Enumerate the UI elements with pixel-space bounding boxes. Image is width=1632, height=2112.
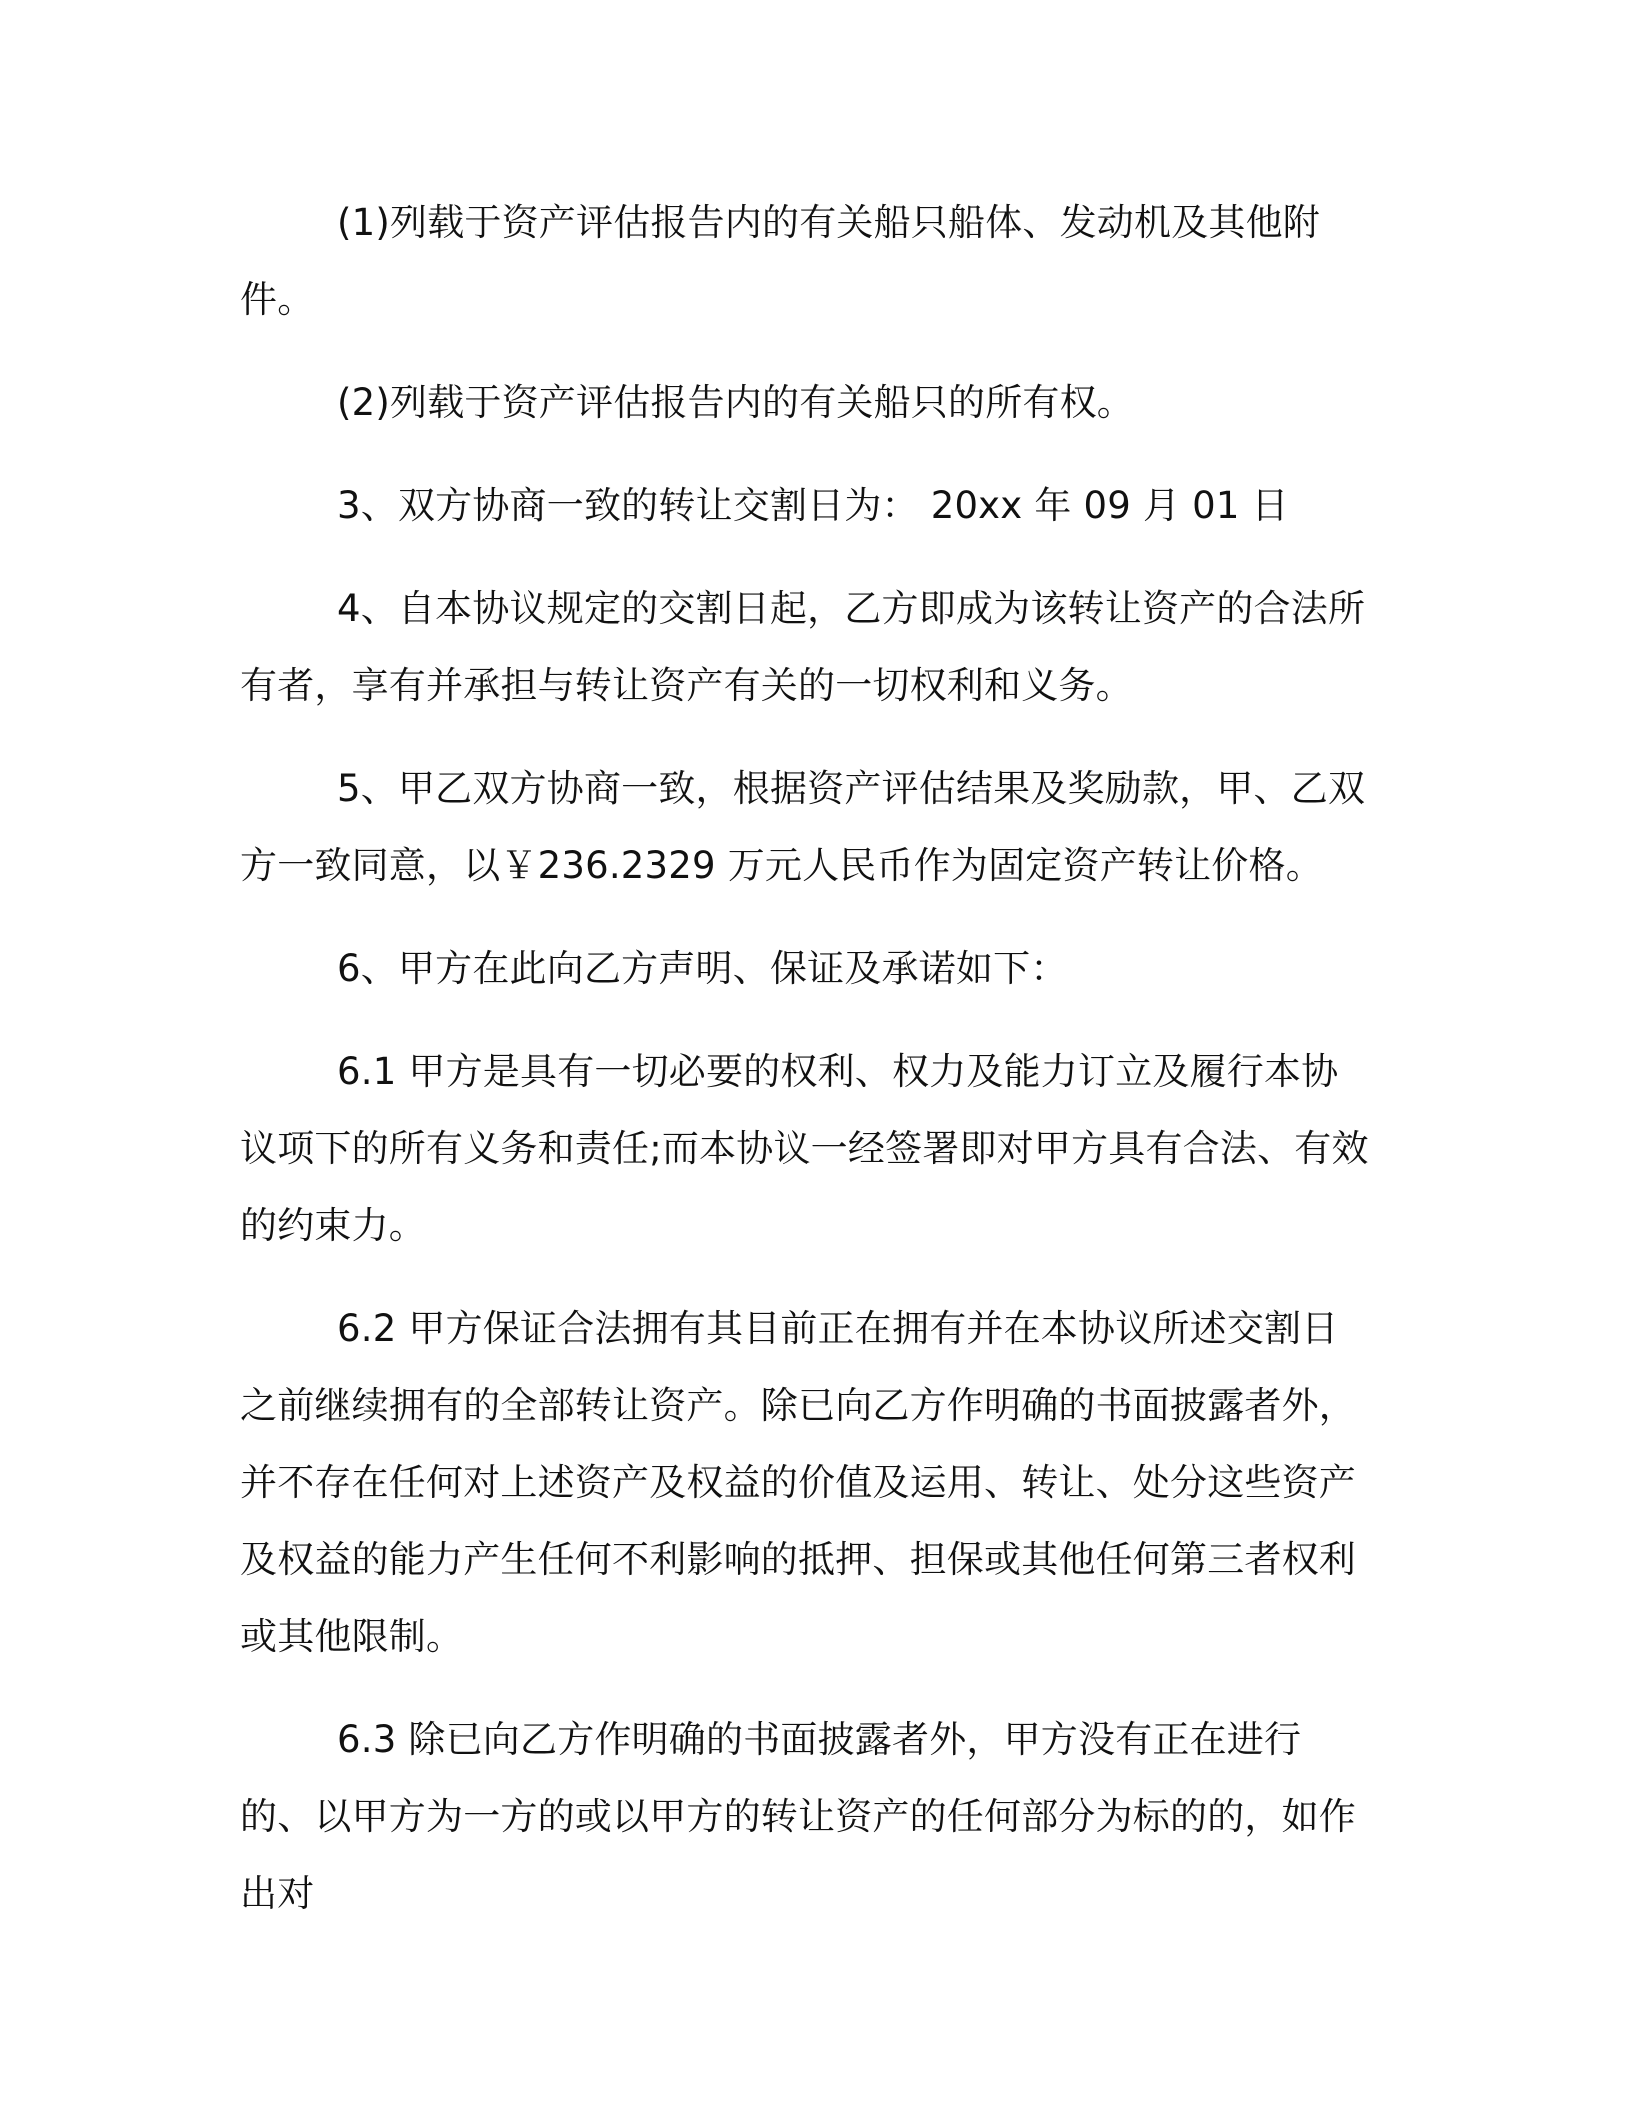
document-body: [240, 184, 1370, 1932]
paragraph-clause-6-2: 6.2 甲方保证合法拥有其目前正在拥有并在本协议所述交割日之前继续拥有的全部转让资产。除已向乙方作明确的书面披露者外，并不存在任何对上述资产及权益的价值及运用、转让、处分这些资产及权益的能力产生任何不利影响的抵押、担保或其他任何第三者权利或其他限制。: [240, 1307, 1356, 1658]
paragraph-clause-4: 4、自本协议规定的交割日起，乙方即成为该转让资产的合法所有者，享有并承担与转让资产有关的一切权利和义务。: [240, 587, 1366, 707]
paragraph-clause-6-1: 6.1 甲方是具有一切必要的权利、权力及能力订立及履行本协议项下的所有义务和责任;而本协议一经签署即对甲方具有合法、有效的约束力。: [240, 1050, 1369, 1247]
paragraph-clause-6: 6、甲方在此向乙方声明、保证及承诺如下：: [337, 947, 1068, 990]
paragraph-item-2: (2)列载于资产评估报告内的有关船只的所有权。: [337, 381, 1135, 424]
paragraph-clause-5: 5、甲乙双方协商一致，根据资产评估结果及奖励款，甲、乙双方一致同意，以￥236.2329 万元人民币作为固定资产转让价格。: [240, 767, 1366, 887]
paragraph-item-1: (1)列载于资产评估报告内的有关船只船体、发动机及其他附件。: [240, 201, 1321, 321]
paragraph-clause-3: 3、双方协商一致的转让交割日为： 20xx 年 09 月 01 日: [337, 484, 1289, 527]
paragraph-clause-6-3: 6.3 除已向乙方作明确的书面披露者外，甲方没有正在进行的、以甲方为一方的或以甲方的转让资产的任何部分为标的的，如作出对: [240, 1718, 1356, 1915]
